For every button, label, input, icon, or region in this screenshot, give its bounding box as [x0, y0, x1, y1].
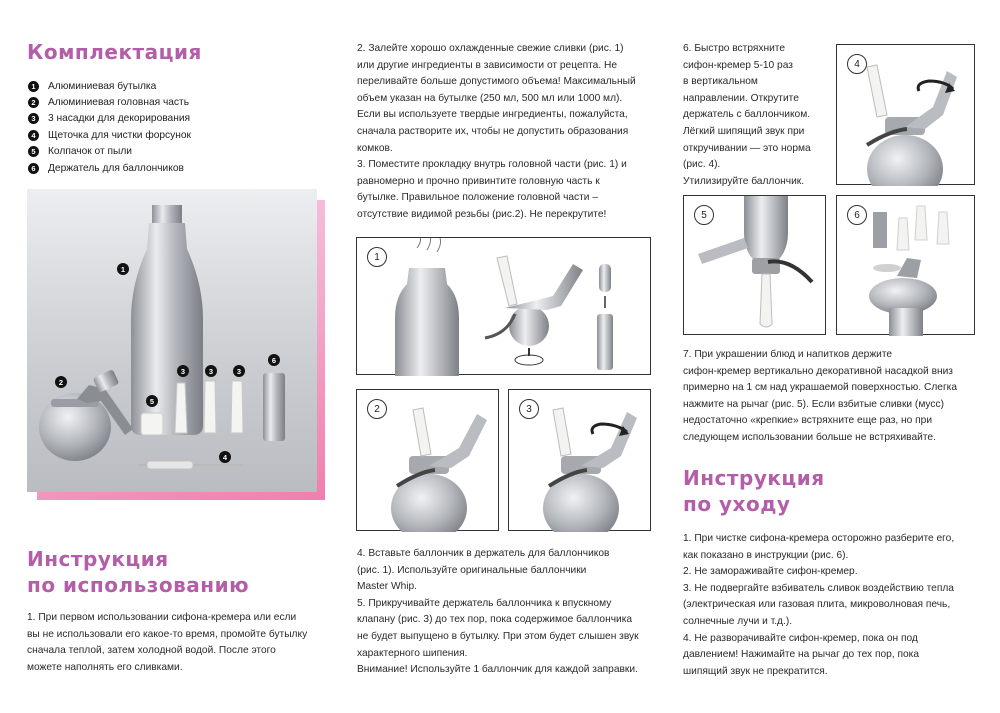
usage-title — [27, 546, 249, 598]
text-line: недостаточно «крепкие» встряхните еще раз, но при — [683, 415, 933, 427]
text-line: (рис. 1). Используйте оригинальные баллончики — [357, 564, 587, 576]
text-line: равномерно и прочно привинтите головную часть к — [357, 175, 600, 187]
kit-item-label: Алюминиевая головная часть — [48, 97, 190, 109]
care-instructions — [683, 531, 983, 680]
care-title — [683, 465, 825, 517]
text-line: Внимание! Используйте 1 баллончик для каждой заправки. — [357, 664, 638, 676]
kit-photo-illustration — [27, 189, 317, 492]
text-line: бутылке. Правильное положение головной части – — [357, 192, 598, 204]
text-line: 2. Залейте хорошо охлажденные свежие сливки (рис. 1) — [357, 43, 624, 54]
text-line: 6. Быстро встряхните — [683, 43, 786, 54]
text-line: (электрическая или газовая плита, микроволновая печь, — [683, 599, 951, 611]
text-line: отсутствие видимой резьбы (рис.2). Не перекрутите! — [357, 208, 607, 220]
text-line: 4. Не разворачивайте сифон-кремер, пока он под — [683, 632, 918, 644]
text-line: 3. Не подвергайте взбиватель сливок воздействию тепла — [683, 582, 954, 594]
text-line: сначала растворите их, чтобы не допустить образования — [357, 125, 629, 137]
kit-item — [28, 127, 191, 143]
photo-label-3: 3 — [177, 365, 189, 377]
kit-title: Комплектация — [27, 40, 202, 64]
usage-steps-2-3 — [357, 41, 657, 224]
text-line: Лёгкий шипящий звук при — [683, 125, 805, 137]
text-line: как показано в инструкции (рис. 6). — [683, 549, 849, 561]
usage-step-1 — [27, 610, 327, 676]
text-line: (рис. 4). — [683, 159, 721, 171]
kit-item — [28, 78, 191, 94]
photo-label-3: 3 — [205, 365, 217, 377]
figure-6 — [836, 195, 975, 335]
number-badge: 6 — [28, 163, 39, 174]
text-line: вы не использовали его какое-то время, промойте бутылку — [27, 628, 308, 640]
number-badge: 3 — [28, 113, 39, 124]
figure-1-illustration — [357, 238, 652, 376]
text-line: в вертикальном — [683, 76, 758, 88]
usage-steps-4-5 — [357, 546, 657, 679]
usage-step-6 — [683, 41, 828, 190]
photo-label-4: 4 — [219, 451, 231, 463]
kit-item-label: Алюминиевая бутылка — [48, 80, 157, 92]
figure-1 — [356, 237, 651, 375]
figure-number: 1 — [367, 247, 387, 267]
number-badge: 2 — [28, 97, 39, 108]
figure-number: 5 — [694, 205, 714, 225]
text-line: Если вы используете твердые ингредиенты, пожалуйста, — [357, 109, 628, 121]
kit-photo — [27, 189, 317, 492]
kit-item — [28, 144, 191, 160]
text-line: комков. — [357, 142, 393, 154]
text-line: солнечные лучи и т.д.). — [683, 615, 793, 627]
care-title-line2: по уходу — [683, 492, 791, 516]
text-line: давлением! Нажимайте на рычаг до тех пор, пока — [683, 649, 920, 661]
text-line: держатель с баллончиком. — [683, 109, 811, 121]
text-line: примерно на 1 см над украшаемой поверхностью. Слегка — [683, 382, 958, 394]
text-line: откручивании — это норма — [683, 142, 811, 154]
text-line: 7. При украшении блюд и напитков держите — [683, 349, 893, 360]
figure-3 — [508, 389, 651, 531]
photo-label-2: 2 — [55, 376, 67, 388]
text-line: Утилизируйте баллончик. — [683, 175, 805, 187]
text-line: переливайте больше допустимого объема! Максимальный — [357, 76, 636, 88]
text-line: следующем использовании больше не встряхивайте. — [683, 431, 936, 443]
text-line: или другие ингредиенты в зависимости от рецепта. Не — [357, 59, 618, 71]
figure-number: 6 — [847, 205, 867, 225]
figure-5 — [683, 195, 826, 335]
photo-label-3: 3 — [233, 365, 245, 377]
photo-label-6: 6 — [268, 354, 280, 366]
text-line: направлении. Открутите — [683, 92, 799, 104]
kit-item — [28, 111, 191, 127]
text-line: 1. При первом использовании сифона-кремера или если — [27, 612, 297, 623]
kit-item — [28, 160, 191, 176]
kit-item-label: Щеточка для чистки форсунок — [48, 129, 191, 141]
text-line: шипящий звук не прекратится. — [683, 665, 828, 677]
text-line: Master Whip. — [357, 581, 418, 593]
text-line: характерного шипения. — [357, 647, 468, 659]
figure-number: 4 — [847, 54, 867, 74]
figure-2 — [356, 389, 499, 531]
kit-item-label: Колпачок от пыли — [48, 146, 132, 158]
kit-item — [28, 94, 191, 110]
text-line: 1. При чистке сифона-кремера осторожно разберите его, — [683, 533, 955, 544]
kit-item-label: 3 насадки для декорирования — [48, 113, 191, 125]
usage-title-line1: Инструкция — [27, 547, 169, 571]
photo-label-5: 5 — [146, 395, 158, 407]
kit-list — [28, 78, 191, 176]
care-title-line1: Инструкция — [683, 466, 825, 490]
kit-item-label: Держатель для баллончиков — [48, 162, 184, 174]
usage-title-line2: по использованию — [27, 573, 250, 597]
text-line: сначала теплой, затем холодной водой. После этого — [27, 645, 276, 657]
text-line: клапану (рис. 3) до тех пор, пока содержимое баллончика — [357, 614, 633, 626]
figure-4 — [836, 44, 975, 185]
text-line: не будет выпущено в бутылку. При этом будет слышен звук — [357, 630, 639, 642]
text-line: 2. Не замораживайте сифон-кремер. — [683, 566, 858, 578]
text-line: 5. Прикручивайте держатель баллончика к впускному — [357, 597, 612, 609]
photo-label-1: 1 — [117, 263, 129, 275]
number-badge: 1 — [28, 81, 39, 92]
text-line: сифон-кремер 5-10 раз — [683, 59, 793, 71]
text-line: объем указан на бутылке (250 мл, 500 мл или 1000 мл). — [357, 92, 623, 104]
text-line: сифон-кремер вертикально декоративной насадкой вниз — [683, 365, 953, 377]
usage-step-7 — [683, 347, 983, 447]
text-line: 3. Поместите прокладку внутрь головной части (рис. 1) и — [357, 159, 627, 171]
text-line: 4. Вставьте баллончик в держатель для баллончиков — [357, 548, 610, 559]
text-line: можете наполнять его сливками. — [27, 661, 183, 673]
text-line: нажмите на рычаг (рис. 5). Если взбитые сливки (мусс) — [683, 398, 944, 410]
number-badge: 4 — [28, 130, 39, 141]
number-badge: 5 — [28, 146, 39, 157]
figure-number: 3 — [519, 399, 539, 419]
figure-number: 2 — [367, 399, 387, 419]
